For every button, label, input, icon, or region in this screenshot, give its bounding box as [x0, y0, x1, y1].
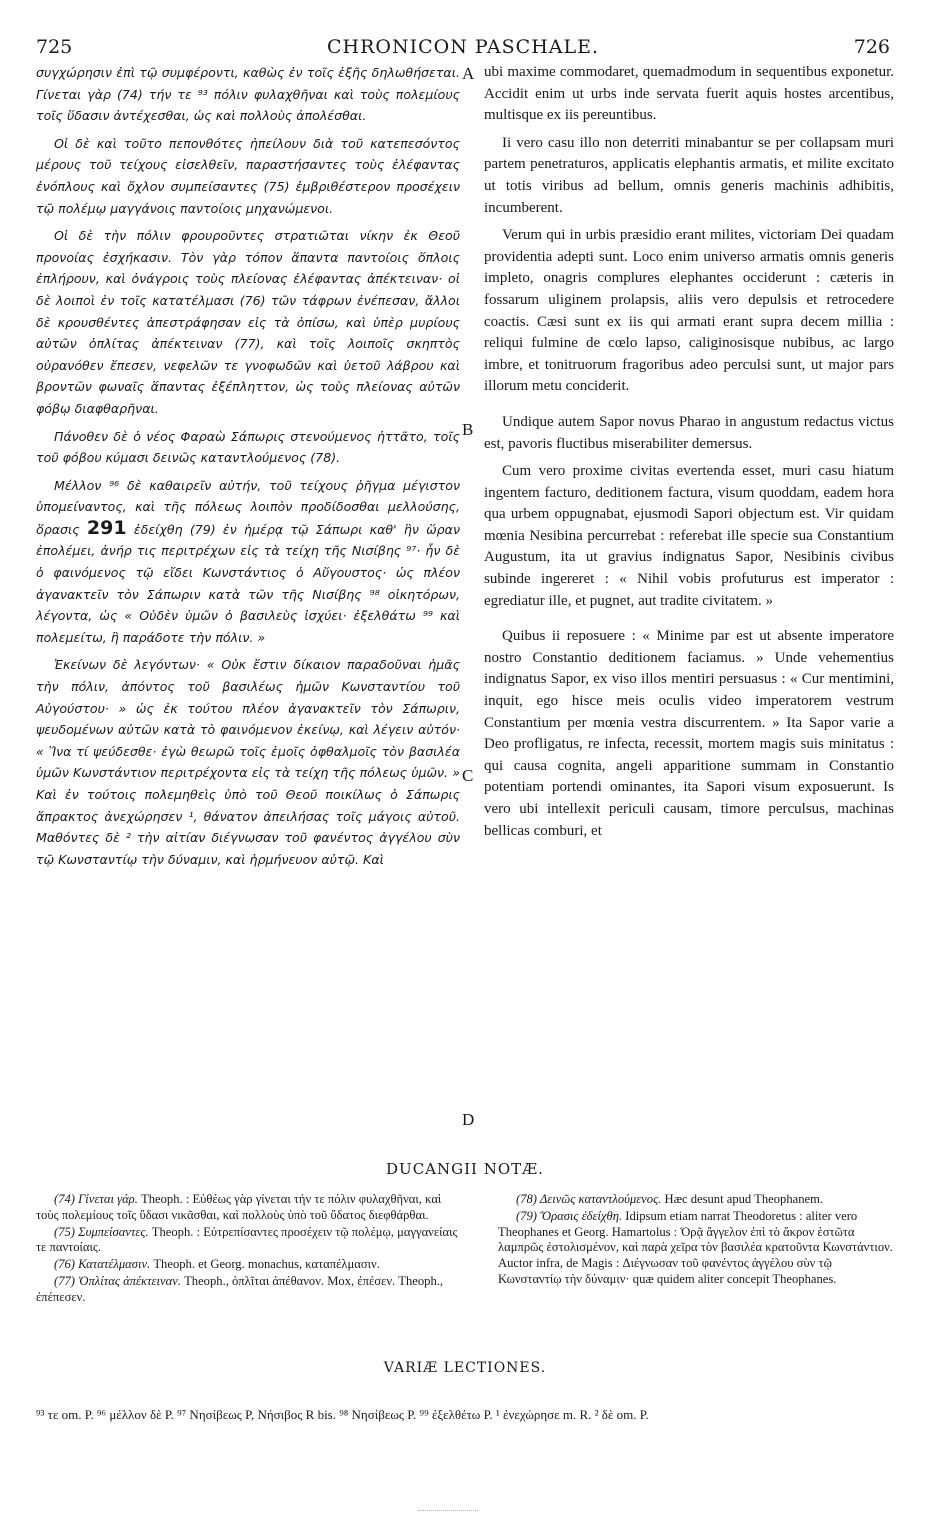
latin-paragraph: Verum qui in urbis præsidio erant milites, victoriam Dei quadam providentia adepti sunt. Loco enim universo armatis omnis generis impleto, onagris complures elephantes occiderunt : cæteris in fossarum uliginem prolapsis, aliis vero depulsis et retrocedere coactis. Cæsi sunt ex iis qui armati erant supra decem millia : reliqui fulmine de cœlo lapso, caliginosisque nubibus, ac largo imbre, et tonitruorum fragoribus adeo perculsi sunt, ut major pars illorum metu conciderit.	[484, 227, 894, 395]
note-text: Theoph., ὁπλῖται ἀπέθανον. Mox, ἐπέσεν. Theoph., ἐπέπεσεν.	[36, 1273, 444, 1304]
note-lemma: (79) Ὅρασις ἐδείχθη.	[516, 1208, 623, 1223]
greek-column	[36, 62, 460, 876]
running-title: CHRONICON PASCHALE.	[326, 36, 600, 58]
greek-paragraph: συγχώρησιν ἐπὶ τῷ συμφέροντι, καθὼς ἐν τοῖς ἑξῆς δηλωθήσεται. Γίνεται γὰρ (74) τήν τε ⁹³ πόλιν φυλαχθῆναι καὶ τοὺς πολεμίους τοῖς ὕδασιν ἀντέχεσθαι, ὡς καὶ πολλοὺς ἀπολέσθαι.	[36, 65, 460, 124]
margin-marker-b: B	[462, 420, 474, 439]
note	[36, 1274, 460, 1306]
notes-heading: DUCANGII NOTÆ.	[386, 1160, 544, 1178]
note-text: Idipsum etiam narrat Theodoretus : aliter vero Theophanes et Georg. Hamartolus : Ὁρᾷ ἄγγελον ἐπὶ τὸ ἄκρον ἑστῶτα λαμπρῶς ἐστολισμένον, καὶ παρὰ χεῖρα τὸν βασιλέα κρατοῦντα Κωνστάντιον. Auctor infra, de Magis : Διέγνωσαν τοῦ φανέντος ἀγγέλου σὺν τῷ Κωνσταντίῳ τὴν δύναμιν· quæ quidem aliter concepit Theophanes.	[498, 1208, 893, 1286]
note-lemma: (75) Συμπείσαντες.	[54, 1224, 149, 1239]
latin-paragraph: Cum vero proxime civitas evertenda esset, muri casu hiatum ingentem facturo, deditionem factura, visum quoddam, eadem hora qua urbem oppugnabat, ejusmodi Sapori objectum est. Vir quidam mœnia Nesibina percurrebat : referebat ille specie sua Constantium Augustum, ita ut gravius indignatus Sapor, Nesibinis civibus subinde ingereret : « Nihil vobis profuturus est imperator : egrediatur ille, et pugnet, aut tradite civitatem. »	[484, 463, 894, 609]
note-lemma: (77) Ὁπλίτας ἀπέκτειναν.	[54, 1273, 181, 1288]
latin-paragraph: ubi maxime commodaret, quemadmodum in sequentibus exponetur. Accidit enim ut urbs inde servata fuerit aquis hostes arcentibus, multisque ex iis pereuntibus.	[484, 64, 894, 124]
note-text: Theoph. : Εὐθέως γὰρ γίνεται τήν τε πόλιν φυλαχθῆναι, καὶ τοὺς πολεμίους τοῖς ὕδασι νικᾶσθαι, καὶ πολλοὺς ὑπὸ τοῦ ὕδατος διεφθάρθαι.	[36, 1192, 442, 1222]
greek-paragraph: Πάνοθεν δὲ ὁ νέος Φαραὼ Σάπωρις στενούμενος ἡττᾶτο, τοῖς τοῦ φόβου κύμασι δεινῶς καταντλούμενος (78).	[36, 428, 460, 466]
notes-right-column	[498, 1192, 894, 1289]
note	[36, 1192, 460, 1224]
margin-marker-d: D	[462, 1110, 475, 1129]
latin-paragraph: Undique autem Sapor novus Pharao in angustum redactus victus est, pavoris fluctibus miserabiliter demersus.	[484, 413, 894, 452]
running-header	[36, 36, 890, 60]
notes-left-column	[36, 1192, 460, 1307]
note-text: Hæc desunt apud Theophanem.	[664, 1192, 824, 1206]
note-lemma: (74) Γίνεται γάρ.	[54, 1192, 138, 1206]
latin-column	[484, 62, 894, 848]
note-text: Theoph. et Georg. monachus, καταπέλμασιν.	[153, 1257, 380, 1272]
note	[36, 1257, 460, 1273]
greek-paragraph	[36, 475, 460, 649]
greek-paragraph: Οἱ δὲ τὴν πόλιν φρουροῦντες στρατιῶται νίκην ἐκ Θεοῦ προνοίας ἐσχήκασιν. Τὸν γὰρ τόπον ἅπαντα παντοίοις ὅπλοις ἐπλήρουν, καὶ ὀνάγροις τοὺς πλείονας ἐλέφαντας ἀπέκτειναν· οἱ δὲ λοιποὶ ἐν τοῖς κατατέλμασι (76) τῶν τάφρων ἐνέπεσαν, ἄλλοι δὲ κρουσθέντες ἀπεστράφησαν εἰς τὰ ὀπίσω, καὶ ὑπὲρ μυρίους αὐτῶν ὁπλίτας ἀπέκτειναν (77), καὶ τοῖς λοιποῖς σκηπτὸς οὐρανόθεν ἔπεσεν, νεφελῶν τε γνοφωδῶν καὶ ὑετοῦ λάβρου καὶ βροντῶν φωναῖς ἅπαντας ἐξέπληττον, ὡς τοὺς πλείονας αὐτῶν φόβῳ διαφθαρῆναι.	[36, 228, 460, 416]
greek-text: Μέλλον ⁹⁶ δὲ καθαιρεῖν αὐτήν, τοῦ τείχους ῥῆγμα μέγιστον ὑπομείναντος, καὶ τῆς πόλεως λοιπὸν προδίδοσθαι μελλούσης, ὅρασις	[36, 477, 460, 537]
greek-text: ἐδείχθη (79) ἐν ἡμέρᾳ τῷ Σάπωρι καθ' ἣν ὥραν ἐπολέμει, ἀνήρ τις περιτρέχων εἰς τὰ τείχη τῆς Νισίβης ⁹⁷· ἦν δὲ ὁ φαινόμενος τῷ εἴδει Κωνστάντιος ὁ Αὔγουστος· ὡς πλέον ἀγανακτεῖν τὸν Σάπωριν κατὰ τῶν τῆς Νισίβης ⁹⁸ οἰκητόρων, λέγοντα, ὡς « Οὐδὲν ὑμῶν ὁ βασιλεὺς ἰσχύει· ἐξελθάτω ⁹⁹ καὶ πολεμείτω, ἢ παράδοτε τὴν πόλιν. »	[36, 521, 460, 645]
greek-paragraph: Οἱ δὲ καὶ τοῦτο πεπονθότες ἠπείλουν διὰ τοῦ κατεπεσόντος μέρους τοῦ τείχους εἰσελθεῖν, παραστήσαντες τοὺς ἐλέφαντας ἐνόπλους καὶ ὄχλον συμπείσαντες (75) ἐμβριθέστερον προσέχειν τῷ πολέμῳ μαγγάνοις παντοίοις μηχανώμενοι.	[36, 135, 460, 216]
migne-column-number: 291	[86, 516, 127, 539]
page-number-left: 725	[36, 36, 73, 58]
margin-marker-c: C	[462, 766, 474, 785]
note	[498, 1209, 894, 1288]
latin-paragraph: Ii vero casu illo non deterriti minabantur se per collapsam muri partem penetraturos, applicatis elephantis armatis, et milite excitato ut totis viribus ad bellum, omnis generis machinis adhibitis, incumberent.	[484, 134, 894, 216]
margin-marker-a: A	[462, 64, 475, 83]
note	[36, 1225, 460, 1257]
note	[498, 1192, 894, 1208]
note-lemma: (78) Δεινῶς καταντλούμενος.	[516, 1192, 662, 1206]
note-lemma: (76) Κατατέλμασιν.	[54, 1257, 151, 1272]
page-number-right: 726	[853, 36, 890, 58]
variants-heading: VARIÆ LECTIONES.	[383, 1360, 547, 1376]
bottom-divider	[418, 1510, 478, 1511]
greek-paragraph: Ἐκείνων δὲ λεγόντων· « Οὐκ ἔστιν δίκαιον παραδοῦναι ἡμᾶς τὴν πόλιν, ἀπόντος τοῦ βασιλέως ἡμῶν Κωνσταντίου τοῦ Αὐγούστου· » ὡς ἐκ τούτου πλέον ἀγανακτεῖν τὸν Σάπωριν, ψευδομένων αὐτῶν κατὰ τὸ φαινόμενον ἐκείνῳ, καὶ λέγειν αὐτόν· « Ἵνα τί ψεύδεσθε· ἐγὼ θεωρῶ τοῖς ἐμοῖς ὀφθαλμοῖς τὸν βασιλέα ὑμῶν Κωνστάντιον περιτρέχοντα εἰς τὰ τείχη τῆς πόλεως ὑμῶν. » Καὶ ἐν τούτοις πολεμηθεὶς ὑπὸ τοῦ Θεοῦ ποικίλως ὁ Σάπωρις ἄπρακτος ἀνεχώρησεν ¹, θάνατον ἀπειλήσας τοῖς μάγοις αὐτοῦ. Μαθόντες δὲ ² τὴν αἰτίαν διέγνωσαν τοῦ φανέντος ἀγγέλου σὺν τῷ Κωνσταντίῳ τὴν δύναμιν, καὶ ἡρμήνευον αὐτῷ. Καὶ	[36, 657, 460, 867]
latin-paragraph: Quibus ii reposuere : « Minime par est ut absente imperatore nostro Constantio deditionem faciamus. » Unde vehementius indignatus Sapor, ex viso illos mentiri persuasus : « Cur mentimini, inquit, ego hisce meis oculis video imperatorem vestrum Constantium per mœnia vestra discurrentem. » Ita Sapor varie a Deo profligatus, re infecta, recessit, mortem magis suis minitatus : qui causa cognita, angeli apparitione summam in Constantio potentiam portendi ominantes, ita Sapori visum exposuerunt. Is vero ubi intellexit periculi causam, timore perculsus, machinas bellicas comburi, et	[484, 628, 894, 839]
note-text: Theoph. : Εὐτρεπίσαντες προσέχειν τῷ πολέμῳ, μαγγανείαις τε παντοίαις.	[36, 1224, 458, 1255]
variant-readings: ⁹³ τε om. P. ⁹⁶ μέλλον δὲ P. ⁹⁷ Νησίβεως P, Νήσιβος R bis. ⁹⁸ Νησίβεως P. ⁹⁹ ἐξελθέτω P. ¹ ἐνεχώρησε m. R. ² δὲ om. P.	[36, 1407, 649, 1422]
